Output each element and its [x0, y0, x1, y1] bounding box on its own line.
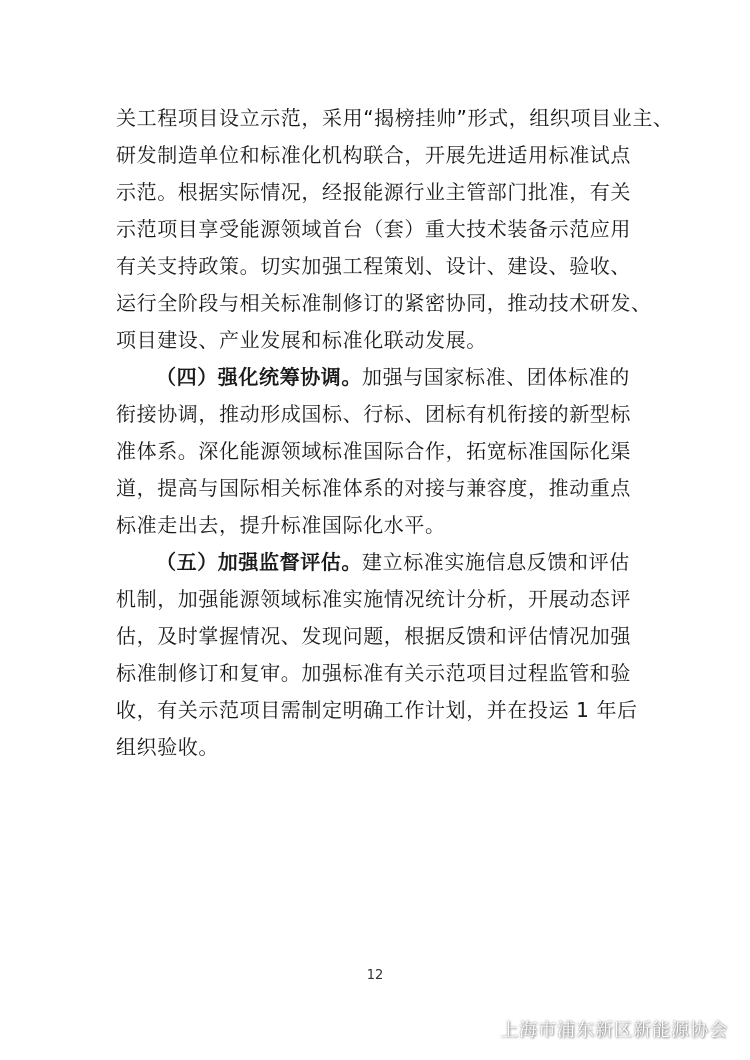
text-line: 关工程项目设立示范，采用“揭榜挂帅”形式，组织项目业主、 [116, 106, 674, 130]
text-fragment: 加强与国家标准、团体标准的 [362, 365, 630, 389]
text-line-first [116, 359, 656, 396]
paragraph-continuation [116, 100, 674, 359]
text-line: 运行全阶段与相关标准制修订的紧密协同，推动技术研发、 [116, 291, 652, 315]
body-text [116, 100, 674, 766]
text-line: 有关支持政策。切实加强工程策划、设计、建设、验收、 [116, 254, 631, 278]
text-line: 项目建设、产业发展和标准化联动发展。 [116, 328, 487, 352]
watermark [470, 1016, 728, 1042]
section-heading: （四）强化统筹协调。 [156, 365, 362, 389]
text-line: 研发制造单位和标准化机构联合，开展先进适用标准试点 [116, 143, 631, 167]
text-line: 道，提高与国际相关标准体系的对接与兼容度，推动重点 [116, 476, 631, 500]
text-line: 示范。根据实际情况，经报能源行业主管部门批准，有关 [116, 180, 631, 204]
text-line-first [116, 544, 656, 581]
paragraph-supervision [116, 544, 656, 766]
wechat-icon [470, 1019, 494, 1039]
page-number: 12 [366, 968, 384, 983]
watermark-text: 上海市浦东新区新能源协会 [500, 1020, 728, 1041]
text-fragment: 建立标准实施信息反馈和评估 [362, 550, 630, 574]
text-line: 机制，加强能源领域标准实施情况统计分析，开展动态评 [116, 587, 631, 611]
text-line: 标准走出去，提升标准国际化水平。 [116, 513, 446, 537]
text-line: 衔接协调，推动形成国标、行标、团标有机衔接的新型标 [116, 402, 631, 426]
text-line: 组织验收。 [116, 735, 219, 759]
text-line: 标准制修订和复审。加强标准有关示范项目过程监管和验 [116, 661, 631, 685]
text-line: 准体系。深化能源领域标准国际合作，拓宽标准国际化渠 [116, 439, 631, 463]
text-line: 估，及时掌握情况、发现问题，根据反馈和评估情况加强 [116, 624, 631, 648]
text-line: 示范项目享受能源领域首台（套）重大技术装备示范应用 [116, 217, 631, 241]
text-line: 收，有关示范项目需制定明确工作计划，并在投运 1 年后 [116, 698, 638, 722]
section-heading: （五）加强监督评估。 [156, 550, 362, 574]
paragraph-coordination [116, 359, 656, 544]
